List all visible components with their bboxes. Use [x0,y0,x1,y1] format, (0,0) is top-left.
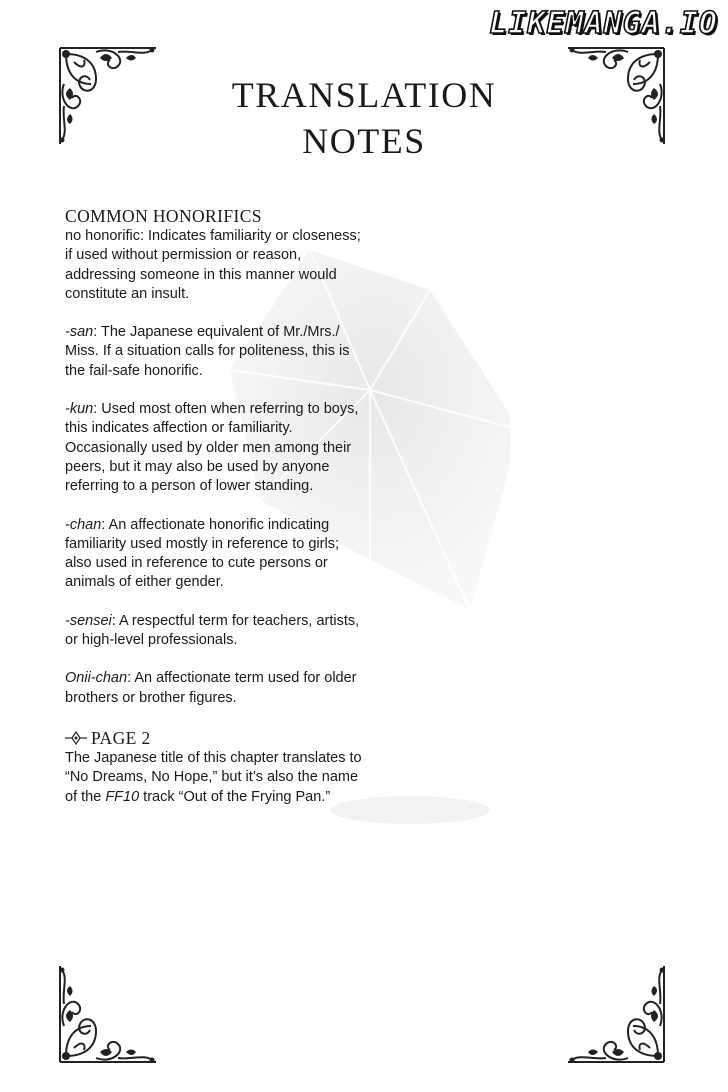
note-text: : The Japanese equivalent of Mr./Mrs./ Miss. If a situation calls for politeness, this is the fail-safe honorific. [65,324,350,379]
note-term: -kun [65,401,94,418]
note-text: : An affectionate honorific indicating familiarity used mostly in reference to girls; also used in reference to cute persons or animals of either gender. [65,516,339,591]
note-entry [65,612,365,651]
note-entry [65,323,365,381]
note-text: : A respectful term for teachers, artists, or high-level professionals. [65,612,360,649]
section-heading-page2 [65,727,365,749]
note-text: track “Out of the Frying Pan.” [139,788,331,805]
page2-note [65,749,365,807]
note-term: Onii-chan [65,670,128,687]
notes-body [65,205,365,807]
note-term: -sensei [65,612,112,629]
title-line-1: TRANSLATION [231,75,497,115]
diamond-ornament-icon [65,731,87,745]
ornamental-corner-icon [558,956,668,1066]
note-intro: no honorific: Indicates familiarity or closeness; if used without permission or reason, addressing someone in this manner would constitute an insult. [65,228,361,302]
page-title [0,72,728,164]
section-heading-honorifics: COMMON HONORIFICS [65,206,262,226]
game-title: FF10 [105,788,140,805]
note-entry [65,400,365,496]
watermark: LIKEMANGA.IO [489,6,718,41]
note-entry [65,516,365,593]
note-text: The Japanese title of this chapter translates to “No Dreams, No Hope,” but it’s also the name of the [65,749,362,805]
title-line-2: NOTES [302,121,426,161]
note-entry [65,227,365,304]
note-entry [65,669,365,708]
note-text: : An affectionate term used for older brothers or brother figures. [65,670,357,706]
page2-heading-label: PAGE 2 [91,727,151,748]
note-text: : Used most often when referring to boys, this indicates affection or familiarity. Occasionally used by older men among their peers, but it may also be used by anyone referring to a person of lower standing. [65,401,359,495]
note-term: -chan [65,516,102,533]
note-term: -san [65,324,94,341]
ornamental-corner-icon [56,956,166,1066]
